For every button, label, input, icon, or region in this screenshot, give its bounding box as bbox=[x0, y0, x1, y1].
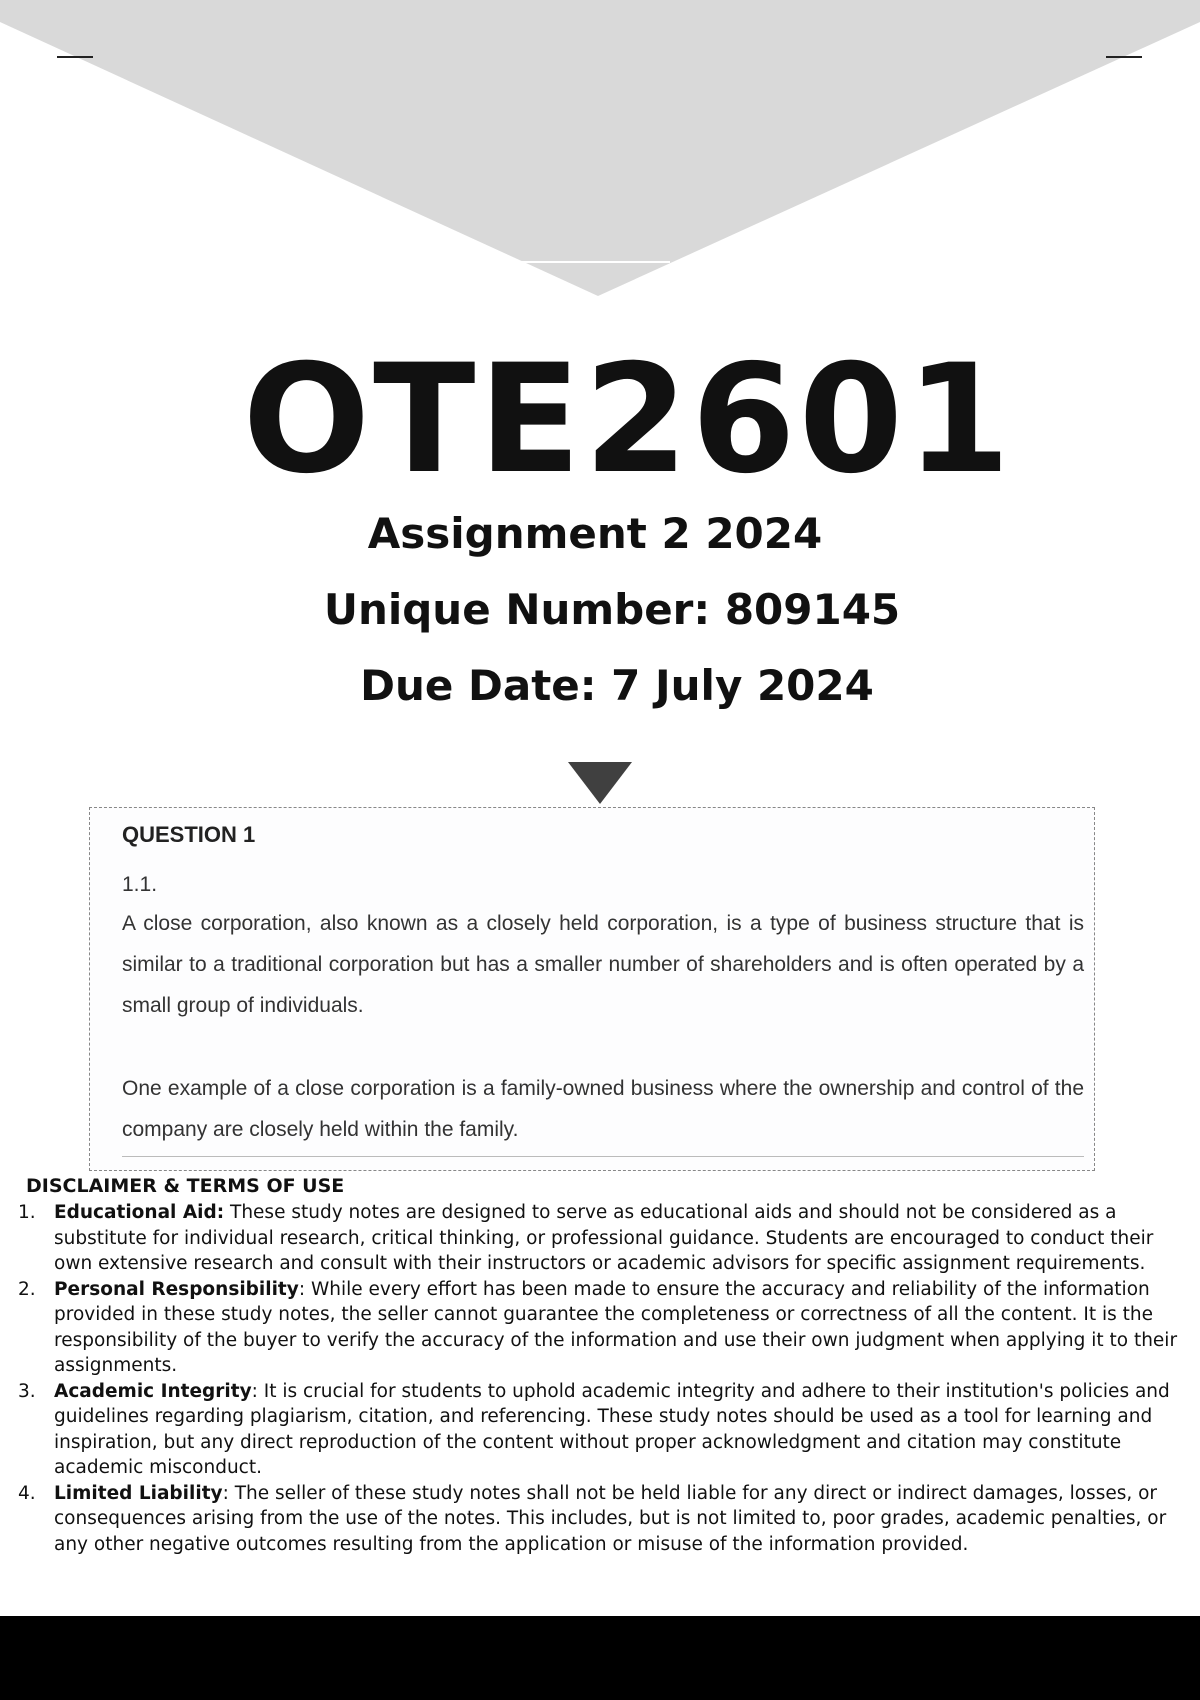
question-divider bbox=[122, 1156, 1084, 1157]
disclaimer-item-text: : It is crucial for students to uphold academic integrity and adhere to their institution's policies and guidelines regarding plagiarism, citation, and referencing. These study notes should be used as a tool for learning and inspiration, but any direct reproduction of the content without proper acknowledgment and citation may constitute academic misconduct. bbox=[54, 1380, 1170, 1478]
course-code: OTE2601 bbox=[242, 333, 1014, 507]
disclaimer-item-number: 2. bbox=[18, 1278, 36, 1300]
disclaimer-item-text: : The seller of these study notes shall not be held liable for any direct or indirect damages, losses, or consequences arising from the use of the notes. This includes, but is not limited to, poor grades, academic penalties, or any other negative outcomes resulting from the application or misuse of the information provided. bbox=[54, 1482, 1167, 1555]
question-paragraph: A close corporation, also known as a closely held corporation, is a type of business structure that is similar to a traditional corporation but has a smaller number of shareholders and is often operated by a small group of individuals. bbox=[122, 912, 1084, 1017]
question-heading: QUESTION 1 bbox=[122, 822, 256, 847]
disclaimer-item bbox=[18, 1481, 1188, 1558]
disclaimer-item-label: Educational Aid: bbox=[54, 1202, 225, 1223]
question-preview bbox=[89, 807, 1095, 1171]
disclaimer-item-text: : While every effort has been made to ensure the accuracy and reliability of the information provided in these study notes, the seller cannot guarantee the completeness or correctness of all the content. It is the responsibility of the buyer to verify the accuracy of the information and use their own judgment when applying it to their assignments. bbox=[54, 1278, 1178, 1376]
disclaimer-item-label: Academic Integrity bbox=[54, 1380, 252, 1402]
disclaimer-item-number: 4. bbox=[18, 1482, 36, 1504]
chevron-banner bbox=[0, 0, 1200, 300]
corner-rule-right bbox=[1106, 56, 1142, 58]
bottom-bar bbox=[0, 1616, 1200, 1700]
disclaimer-item-label: Personal Responsibility bbox=[54, 1278, 299, 1300]
question-content bbox=[122, 808, 1084, 1150]
cover-title-block bbox=[0, 333, 1200, 724]
disclaimer-item bbox=[18, 1277, 1188, 1379]
assignment-title: Assignment 2 2024 bbox=[367, 509, 823, 558]
disclaimer-item-text: These study notes are designed to serve as educational aids and should not be considered as a substitute for individual research, critical thinking, or professional guidance. Students are encouraged to conduct their own extensive research and consult with their instructors or academic advisors for specific assignment requirements. bbox=[54, 1202, 1154, 1274]
unique-number: Unique Number: 809145 bbox=[323, 585, 901, 634]
disclaimer-item bbox=[18, 1200, 1188, 1277]
due-date: Due Date: 7 July 2024 bbox=[360, 661, 874, 710]
disclaimer-item-label: Limited Liability bbox=[54, 1482, 223, 1504]
disclaimer-item-number: 3. bbox=[18, 1380, 36, 1402]
disclaimer-title: DISCLAIMER & TERMS OF USE bbox=[26, 1175, 345, 1197]
disclaimer-item-number: 1. bbox=[18, 1202, 36, 1223]
disclaimer-item bbox=[18, 1379, 1188, 1481]
question-paragraph: One example of a close corporation is a family-owned business where the ownership and control of the company are closely held within the family. bbox=[122, 1077, 1084, 1141]
disclaimer-list bbox=[18, 1200, 1188, 1557]
triangle-down-icon bbox=[568, 762, 632, 804]
question-number: 1.1. bbox=[122, 873, 158, 896]
disclaimer-section bbox=[18, 1174, 1188, 1557]
corner-rule-left bbox=[57, 56, 93, 58]
